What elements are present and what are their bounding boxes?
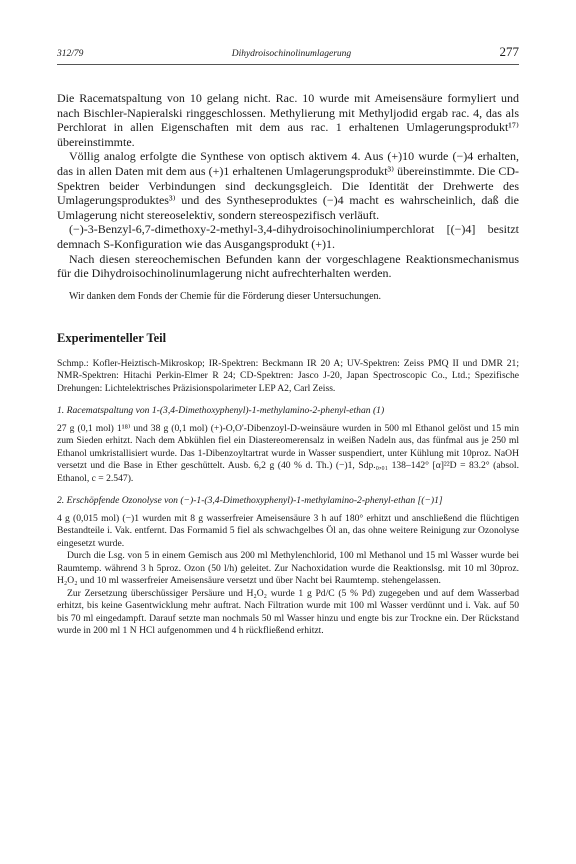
acknowledgement: Wir danken dem Fonds der Chemie für die Förderung dieser Untersuchungen. [69,290,382,302]
methods-paragraph: Schmp.: Kofler-Heiztisch-Mikroskop; IR-Spektren: Beckmann IR 20 A; UV-Spektren: Zeiss PMQ II und DMR 21; NMR-Spektren: Hitachi Perkin-Elmer R 24; CD-Spektren: Jasco J-20, Japan Spectroscopic Co., Ltd.; Spezifische Drehungen: Lichtelektrisches Präzisionspolarimeter LEP A2, Carl Zeiss. [57,357,519,394]
running-header [57,44,519,65]
header-issue: 312/79 [57,49,84,59]
paragraph-3: (−)-3-Benzyl-6,7-dimethoxy-2-methyl-3,4-dihydroisochinoliniumperchlorat [(−)4] besitzt demnach S-Konfiguration wie das Ausgangsprodukt (+)1. [57,222,519,251]
paragraph-2: Völlig analog erfolgte die Synthese von optisch aktivem 4. Aus (+)10 wurde (−)4 erhalten, das in allen Daten mit dem aus (+)1 erhaltenen Umlagerungsprodukt³⁾ übereinstimmte. Die CD-Spektren beider Verbindungen sind deckungsgleich. Die Identität der Drehwerte des Umlagerungsproduktes³⁾ und des Syntheseproduktes (−)4 macht es wahrscheinlich, daß die Umlagerung nicht stereoselektiv, sondern stereospezifisch verläuft. [57,149,519,222]
header-title: Dihydroisochinolinumlagerung [231,49,352,59]
section-title: Experimenteller Teil [57,330,167,345]
page-number: 277 [499,44,519,59]
subsection-2-title: 2. Erschöpfende Ozonolyse von (−)-1-(3,4-Dimethoxyphenyl)-1-methylamino-2-phenyl-ethan [(−)1] [57,495,443,507]
subsection-1-text: 27 g (0,1 mol) 1¹⁸⁾ und 38 g (0,1 mol) (+)-O,O'-Dibenzoyl-D-weinsäure wurden in 500 ml Ethanol gelöst und 15 min zum Sieden erhitzt. Nach dem Abkühlen fiel ein Diastereomerensalz in weißen Nadeln aus, das fünfmal aus je 250 ml Ethanol umkristallisiert wurde. Das 1-Dibenzoyltartrat wurde in Wasser suspendiert, unter Kühlung mit 10proz. NaOH versetzt und die Base in Ether geschüttelt. Ausb. 6,2 g (40 % d. Th.) (−)1, Sdp.₀,₀₁ 138–142° [α]²²D = 83.2° (absol. Ethanol, c = 2.547). [57,422,519,484]
paragraph-4: Nach diesen stereochemischen Befunden kann der vorgeschlagene Reaktionsmechanismus für die Dihydroisochinolinumlagerung nicht aufrechterhalten werden. [57,251,519,281]
paragraph-1: Die Racematspaltung von 10 gelang nicht. Rac. 10 wurde mit Ameisensäure formyliert und nach Bischler-Napieralski ringgeschlossen. Methylierung mit Methyljodid ergab rac. 4, das als Perchlorat in allen Eigenschaften mit dem aus rac. 1 erhaltenen Umlagerungsprodukt¹⁷⁾ übereinstimmte. [57,91,519,149]
subsection-2-text-3: Zur Zersetzung überschüssiger Persäure und H₂O₂ wurde 1 g Pd/C (5 % Pd) zugegeben und auf dem Wasserbad erhitzt, bis keine Gasentwicklung mehr auftrat. Nach Filtration wurde mit 100 ml Wasser verdünnt und i. Vak. auf 50 bis 70 ml eingedampft. Darauf setzte man nochmals 50 ml Wasser hinzu und engte bis zur Trockne ein. Der Rückstand wurde in 200 ml 1 N HCl aufgenommen und 4 h rückfließend erhitzt. [57,587,519,637]
subsection-2-text-1: 4 g (0,015 mol) (−)1 wurden mit 8 g wasserfreier Ameisensäure 3 h auf 180° erhitzt und anschließend die flüchtigen Bestandteile i. Vak. entfernt. Das Formamid 5 fiel als schwachgelbes Öl an, das ohne weitere Reinigung zur Ozonolyse eingesetzt wurde. [57,512,519,549]
journal-page [57,44,519,638]
subsection-1-title: 1. Racematspaltung von 1-(3,4-Dimethoxyphenyl)-1-methylamino-2-phenyl-ethan (1) [57,405,385,417]
experimental-section [57,358,519,638]
subsection-2-text-2: Durch die Lsg. von 5 in einem Gemisch aus 200 ml Methylenchlorid, 100 ml Methanol und 15 ml Wasser wurde bei Raumtemp. während 3 h 5proz. Ozon (50 l/h) geleitet. Zur Nachoxidation wurde die Reaktionslsg. mit 10 ml 30proz. H₂O₂ und 10 ml wasserfreier Ameisensäure versetzt und über Nacht bei Raumtemp. stehengelassen. [57,550,519,587]
main-text [57,91,519,281]
